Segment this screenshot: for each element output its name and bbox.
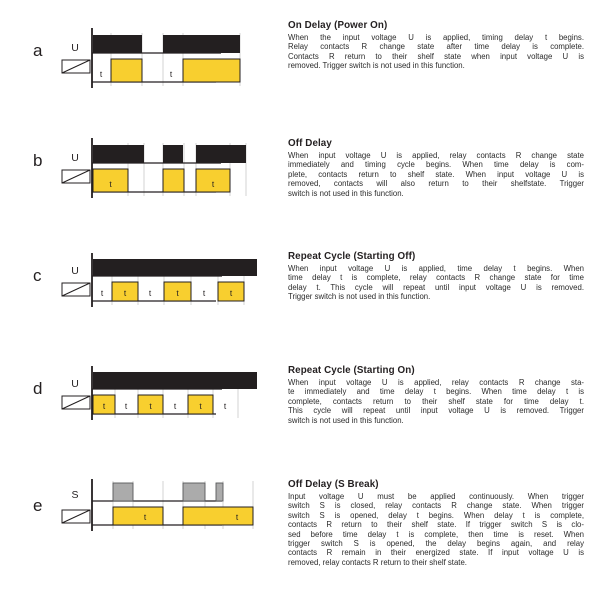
description-line: complete, contacts return to their shelf state for time delay t.	[288, 396, 584, 406]
function-title: On Delay (Power On)	[288, 20, 388, 31]
description-line: switch is not used in this function.	[288, 415, 404, 425]
function-description	[288, 20, 584, 71]
time-delay-label: t	[223, 401, 227, 411]
description-line: trigger switch S is opened, the delay begins again, and relay	[288, 539, 584, 549]
time-delay-label: t	[148, 288, 152, 298]
description-line: delay t. This cycle will repeat until input voltage U is removed.	[288, 282, 584, 292]
function-title: Repeat Cycle (Starting On)	[288, 365, 415, 376]
timing-diagram-a	[55, 20, 270, 92]
description-line: immediately and timing cycle begins. When time delay is com-	[288, 160, 584, 170]
time-delay-label: t	[169, 69, 173, 79]
description-line: removed, relay contacts R return to their shelf state.	[288, 557, 467, 567]
time-delay-label: t	[99, 69, 103, 79]
timing-diagram-b	[55, 130, 270, 202]
input-voltage-pulse	[93, 145, 144, 163]
description-line: When input voltage U is applied, relay contacts R change sta-	[288, 378, 584, 387]
time-delay-label: t	[102, 401, 106, 411]
signal-label: U	[71, 378, 79, 390]
description-line: switch S is opened, delay t begins. When delay t is complete,	[288, 510, 584, 520]
description-line: plete, contacts return to shelf state. When input voltage U is	[288, 169, 584, 179]
description-line: switch S is closed, relay contacts R change state. When trigger	[288, 501, 584, 511]
relay-contact-pulse	[183, 507, 253, 525]
input-voltage-pulse	[93, 35, 142, 53]
description-line: When the input voltage U is applied, timing delay t begins.	[288, 33, 584, 42]
input-voltage-pulse	[163, 145, 183, 163]
description-line: Relay contacts R change state after time delay is complete.	[288, 42, 584, 52]
relay-contact-pulse	[113, 507, 163, 525]
timing-diagram-e	[55, 475, 270, 535]
time-delay-label: t	[199, 401, 202, 411]
function-letter: a	[33, 41, 43, 60]
description-line: When input voltage U is applied, time delay t begins. When	[288, 264, 584, 273]
time-delay-label: t	[109, 179, 112, 189]
time-delay-label: t	[124, 401, 128, 411]
signal-label: S	[71, 489, 79, 501]
function-title: Off Delay	[288, 138, 332, 149]
description-line: sed before time delay t is complete, then time is reset. When	[288, 529, 584, 539]
description-line: contacts R remain in their energized state. If input voltage U is	[288, 548, 584, 558]
function-letter: b	[33, 151, 43, 170]
trigger-switch-pulse	[113, 483, 133, 501]
function-description	[288, 479, 584, 567]
relay-contact-pulse	[111, 59, 142, 82]
time-delay-label: t	[143, 512, 147, 522]
signal-label: U	[71, 265, 79, 277]
description-line: Contacts R return to their shelf state when input voltage U is	[288, 51, 584, 61]
description-line: contacts R return to their shelf state. If trigger switch S is clo-	[288, 520, 584, 530]
description-line: te immediately and time delay t begins. When time delay t is	[288, 387, 584, 397]
description-line: This cycle will repeat until input voltage U is removed. Trigger	[288, 406, 584, 416]
input-voltage-bar	[93, 259, 257, 276]
signal-label: U	[71, 152, 79, 164]
description-line: When input voltage U is applied, relay contacts R change state	[288, 151, 584, 160]
trigger-switch-pulse	[216, 483, 223, 501]
time-delay-label: t	[176, 288, 179, 298]
timing-diagram-c	[55, 245, 270, 311]
time-delay-label: t	[123, 288, 127, 298]
function-letter: c	[33, 266, 42, 285]
timing-diagram-d	[55, 358, 270, 424]
function-letter: d	[33, 379, 43, 398]
function-title: Repeat Cycle (Starting Off)	[288, 251, 416, 262]
description-line: removed. Trigger switch is not used in this function.	[288, 61, 465, 71]
trigger-switch-pulse	[183, 483, 205, 501]
input-voltage-pulse	[163, 35, 240, 53]
time-delay-label: t	[235, 512, 239, 522]
description-line: Trigger switch is not used in this function.	[288, 292, 431, 302]
signal-label: U	[71, 42, 79, 54]
time-delay-label: t	[229, 288, 233, 298]
relay-contact-pulse	[183, 59, 240, 82]
function-description	[288, 251, 584, 302]
input-voltage-bar	[93, 372, 257, 389]
description-line: Input voltage U must be applied continuously. When trigger	[288, 492, 584, 501]
function-letter: e	[33, 496, 43, 515]
time-delay-label: t	[211, 179, 215, 189]
time-delay-label: t	[173, 401, 177, 411]
time-delay-label: t	[149, 401, 152, 411]
function-description	[288, 138, 584, 198]
description-line: switch is not used in this function.	[288, 188, 404, 198]
description-line: removed, contacts will also return to their shelfstate. Trigger	[288, 179, 584, 189]
relay-contact-pulse	[163, 169, 184, 192]
function-title: Off Delay (S Break)	[288, 479, 379, 490]
time-delay-label: t	[202, 288, 206, 298]
input-voltage-pulse	[196, 145, 246, 163]
function-description	[288, 365, 584, 425]
description-line: time delay t is complete, relay contacts R change state for time	[288, 273, 584, 283]
time-delay-label: t	[100, 288, 104, 298]
